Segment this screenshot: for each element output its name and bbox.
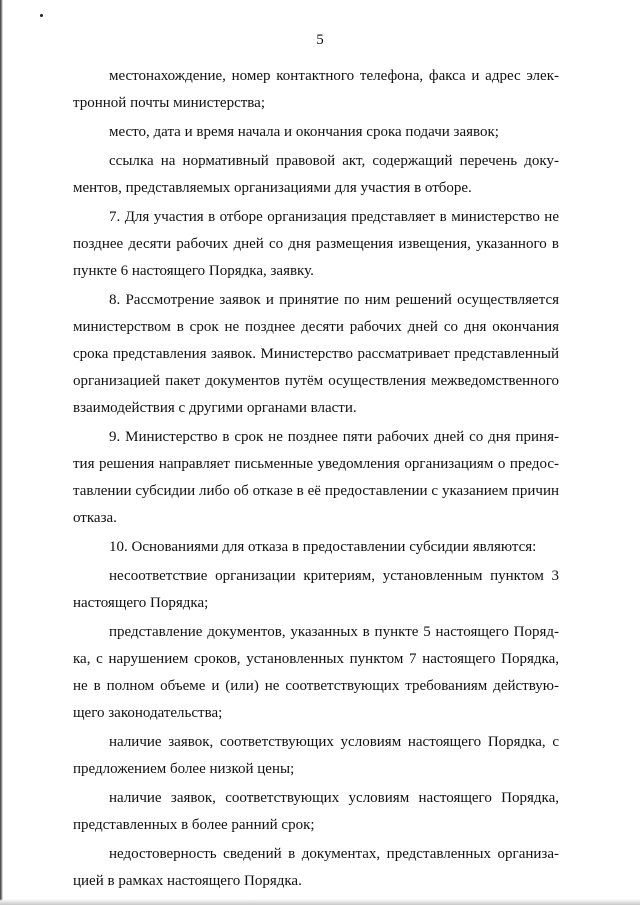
scan-bottom-edge [0,899,640,905]
page-number: 5 [316,32,324,48]
scan-left-edge [0,0,3,905]
document-body [73,63,559,897]
paragraph-refusal-earlier-date: наличие заявок, соответствующих условиям настоящего Порядка, представленных в более ранний срок; [73,790,559,833]
scan-speck [40,14,43,17]
paragraph-legal-act-link: ссылка на нормативный правовой акт, содержащий перечень документов, представляемых организациями для участия в отборе. [73,153,559,196]
paragraph-item-10: 10. Основаниями для отказа в предоставлении субсидии являются: [109,539,537,555]
paragraph-refusal-unreliable-data: недостоверность сведений в документах, представленных организацией в рамках настоящего Порядка. [73,846,559,889]
paragraph-refusal-documents: представление документов, указанных в пункте 5 настоящего Порядка, с нарушением сроков, установленных пунктом 7 настоящего Порядка, не в полном объеме и (или) не соответствующих требованиям действующего законодательства; [73,624,559,721]
paragraph-item-8: 8. Рассмотрение заявок и принятие по ним решений осуществляется министерством в срок не позднее десяти рабочих дней со дня окончания срока представления заявок. Министерство рассматривает представленный организацией пакет документов путём осуществления межведомственного взаимодействия с другими органами власти. [73,292,559,416]
paragraph-refusal-lower-price: наличие заявок, соответствующих условиям настоящего Порядка, с предложением более низкой цены; [73,734,559,777]
paragraph-item-7: 7. Для участия в отборе организация представляет в министерство не позднее десяти рабочих дней со дня размещения извещения, указанного в пункте 6 настоящего Порядка, заявку. [73,209,559,279]
paragraph-application-period: место, дата и время начала и окончания срока подачи заявок; [109,124,499,140]
paragraph-refusal-criteria: несоответствие организации критериям, установленным пунктом 3 настоящего Порядка; [73,568,559,611]
paragraph-contact-info: местонахождение, номер контактного телефона, факса и адрес электронной почты министерства; [73,68,559,111]
paragraph-item-9: 9. Министерство в срок не позднее пяти рабочих дней со дня принятия решения направляет письменные уведомления организациям о предоставлении субсидии либо об отказе в её предоставлении с указанием причин отказа. [73,429,559,526]
